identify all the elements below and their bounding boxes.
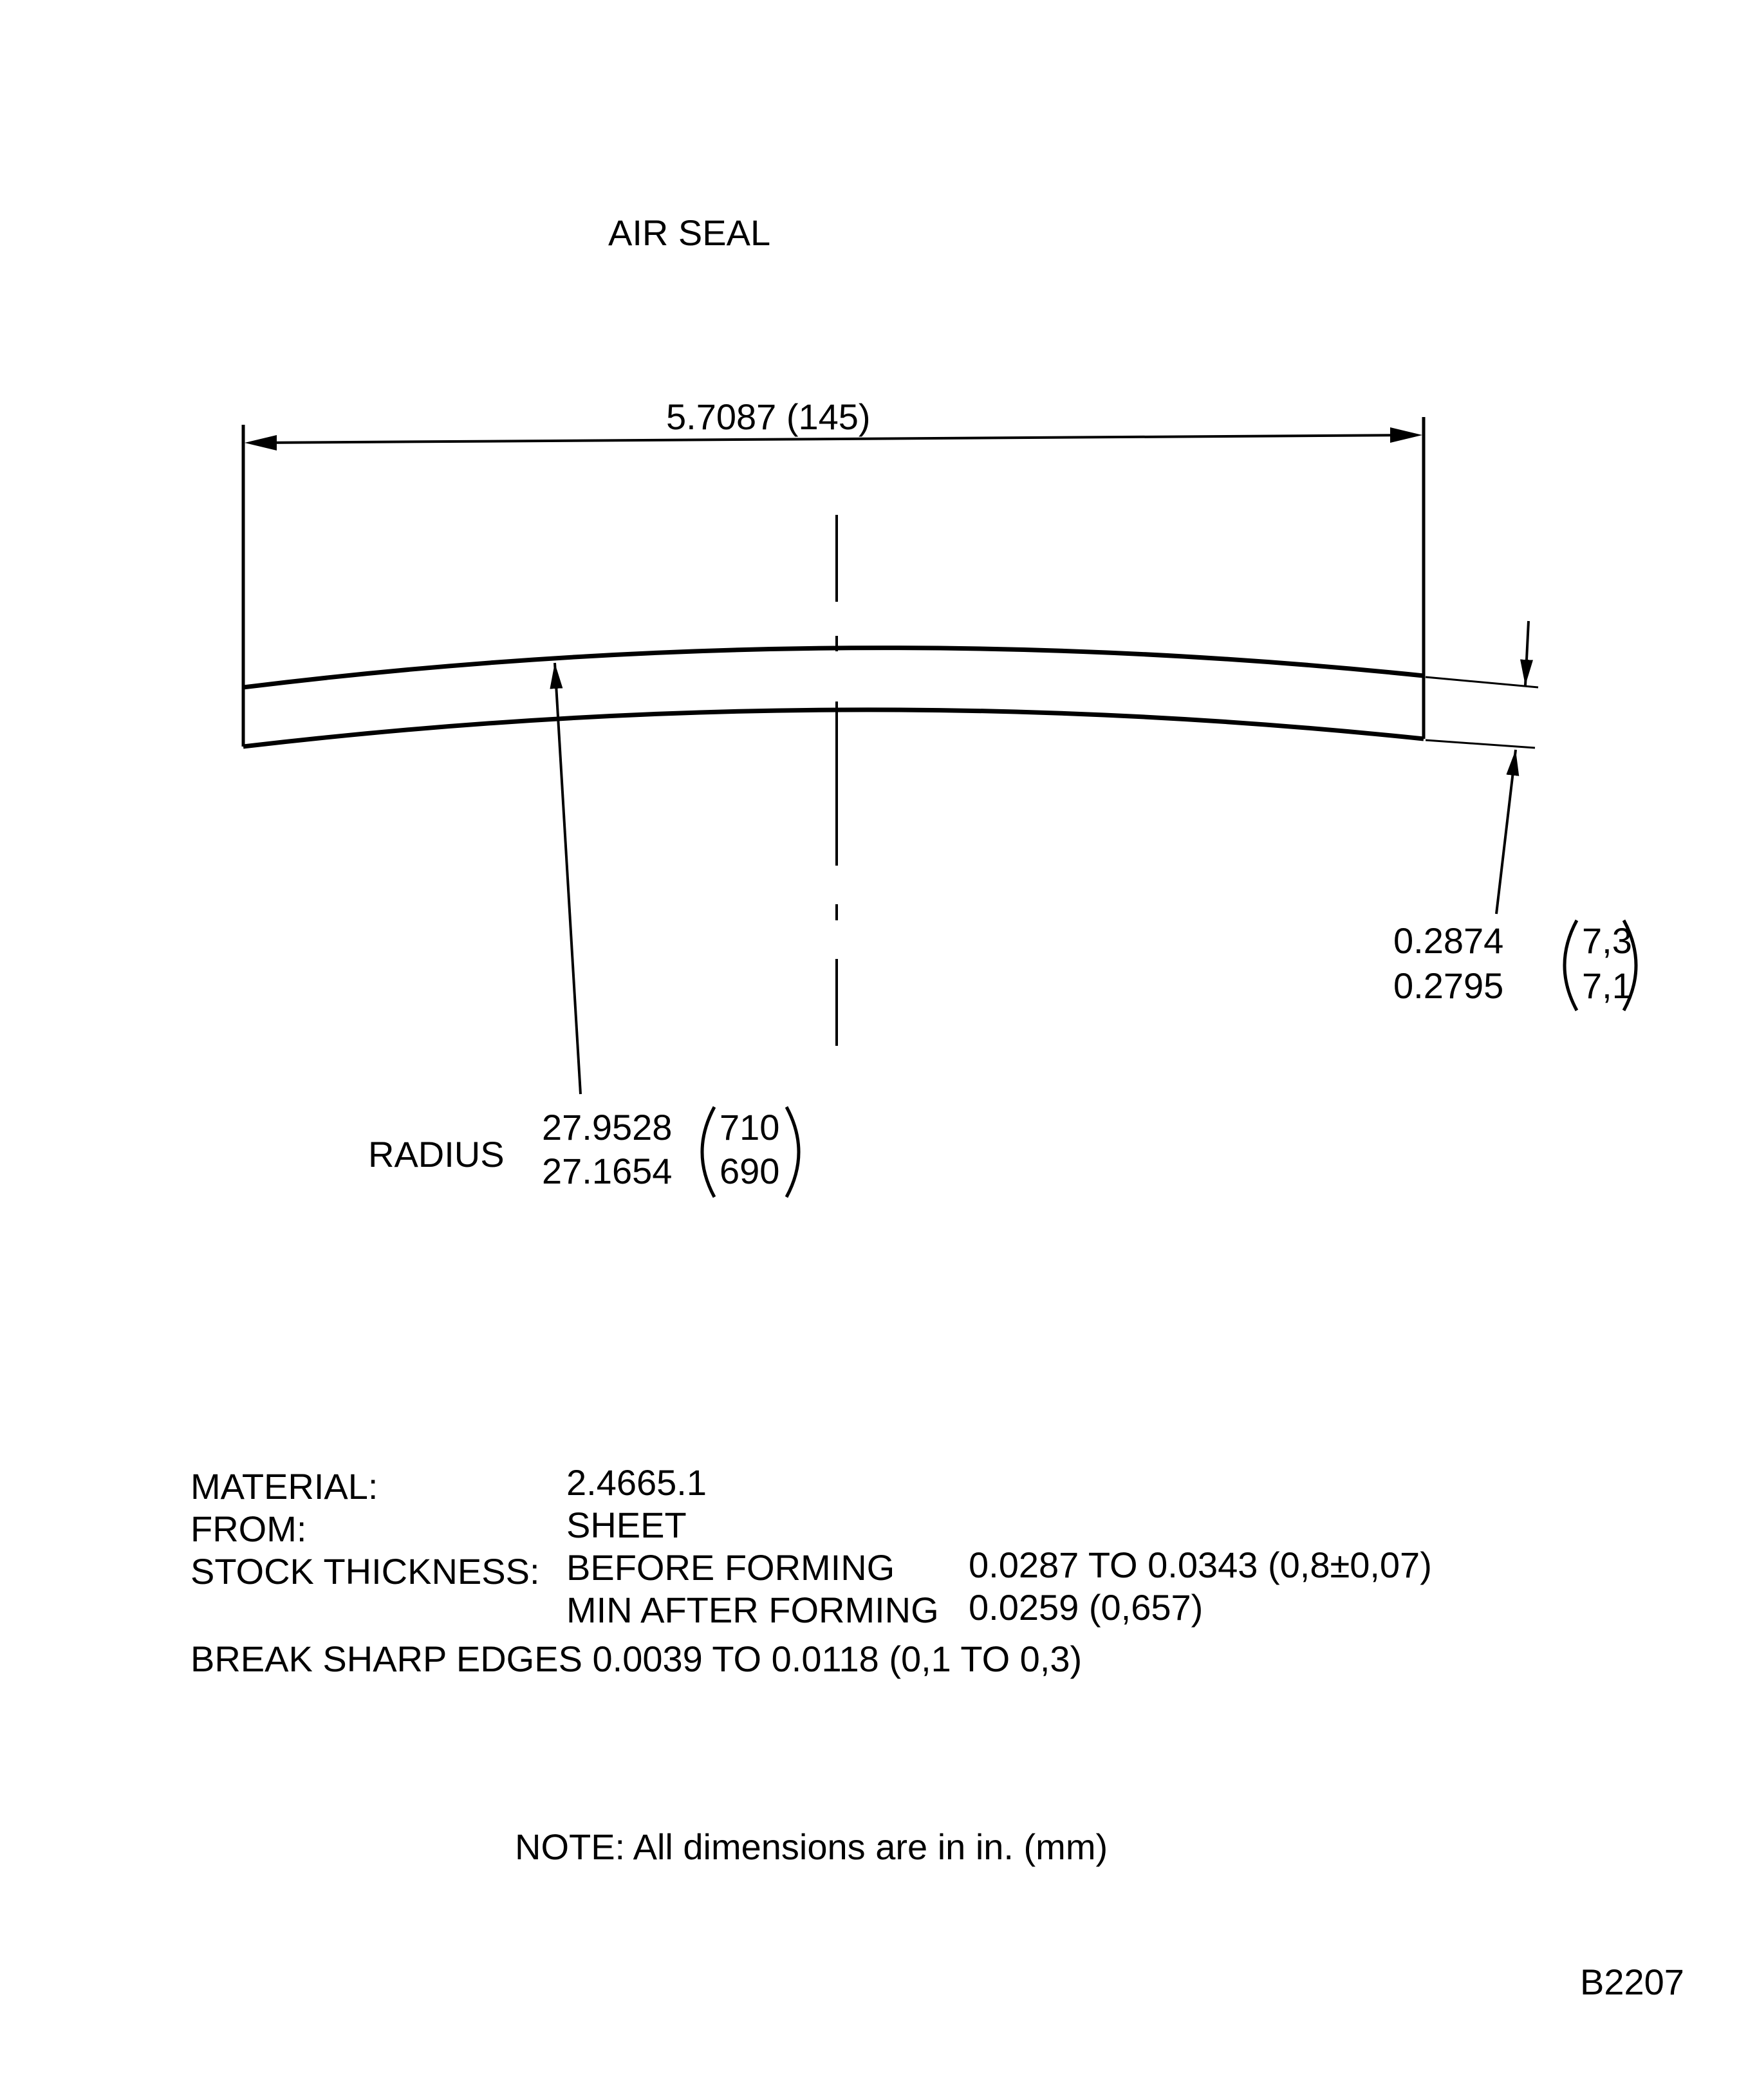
thickness-arrow-top	[1525, 621, 1529, 685]
width-dimension-label: 5.7087 (145)	[666, 396, 871, 437]
thickness-inch-max: 0.2874	[1393, 920, 1504, 961]
radius-inch-min: 27.1654	[542, 1151, 673, 1191]
material-label: MATERIAL:	[191, 1466, 378, 1507]
width-arrow-left	[245, 435, 277, 451]
thickness-mm-min: 7,1	[1582, 965, 1632, 1006]
material-value: 2.4665.1	[566, 1462, 707, 1503]
radius-label: RADIUS	[368, 1134, 505, 1175]
radius-inch-max: 27.9528	[542, 1107, 673, 1148]
radius-mm-min: 690	[720, 1151, 780, 1191]
page-title: AIR SEAL	[608, 212, 771, 253]
seal-outer-edge	[243, 648, 1424, 687]
width-arrow-right	[1390, 427, 1422, 443]
thickness-extension-outer	[1426, 677, 1538, 687]
units-note: NOTE: All dimensions are in in. (mm)	[515, 1826, 1108, 1867]
figure-id: B2207	[1580, 1962, 1684, 2002]
radius-mm-max: 710	[720, 1107, 780, 1148]
thickness-mm-max: 7,3	[1582, 920, 1632, 961]
seal-inner-edge	[243, 710, 1424, 747]
radius-leader	[555, 663, 581, 1094]
thickness-inch-min: 0.2795	[1393, 965, 1504, 1006]
thickness-leader	[1496, 750, 1516, 914]
before-forming-value: 0.0287 TO 0.0343 (0,8±0,07)	[969, 1545, 1432, 1585]
from-value: SHEET	[566, 1505, 687, 1545]
stock-thickness-label: STOCK THICKNESS:	[191, 1551, 540, 1592]
from-label: FROM:	[191, 1509, 307, 1549]
thickness-extension-inner	[1426, 740, 1535, 748]
break-sharp-edges: BREAK SHARP EDGES 0.0039 TO 0.0118 (0,1 TO 0,3)	[191, 1639, 1083, 1679]
before-forming-label: BEFORE FORMING	[566, 1547, 895, 1588]
min-after-forming-label: MIN AFTER FORMING	[566, 1590, 939, 1630]
min-after-forming-value: 0.0259 (0,657)	[969, 1587, 1204, 1628]
